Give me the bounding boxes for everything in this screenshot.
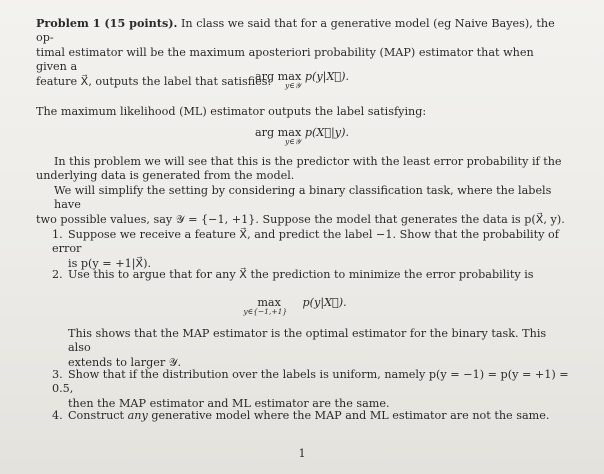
item-3-number: 3. xyxy=(52,368,63,381)
page-number: 1 xyxy=(298,447,306,460)
equation-map xyxy=(0,70,604,90)
equation-max xyxy=(0,296,604,316)
ml-text: The maximum likelihood (ML) estimator outputs the label satisfying: xyxy=(36,105,427,118)
map-note-line-1: This shows that the MAP estimator is the optimal estimator for the binary task. This also xyxy=(68,327,547,355)
item-4-text-emphasis: any xyxy=(127,409,148,422)
intro-line-3: feature X⃗, outputs the label that satisfies: xyxy=(36,74,272,88)
list-item-1 xyxy=(52,228,572,271)
eq2-subscript: y∈𝒴 xyxy=(284,137,301,146)
item-1-line-2: is p(y = +1|X⃗). xyxy=(68,256,152,270)
para-line-2: underlying data is generated from the model. xyxy=(36,169,295,183)
item-2-line-1: Use this to argue that for any X⃗ the prediction to minimize the error probability is xyxy=(68,268,534,281)
explanation-paragraph xyxy=(36,155,568,227)
equation-ml xyxy=(0,126,604,146)
item-4-text-post: generative model where the MAP and ML estimator are not the same. xyxy=(147,409,550,422)
eq3-subscript: y∈{−1,+1} xyxy=(243,307,288,316)
para-line-1: In this problem we will see that this is the predictor with the least error probability if the xyxy=(54,155,562,168)
eq2-expression: p(X⃗|y). xyxy=(304,126,350,139)
eq2-operator: arg max xyxy=(254,126,302,139)
item-1-number: 1. xyxy=(52,228,63,241)
problem-title: Problem 1 (15 points). xyxy=(36,16,178,30)
item-3-line-2: then the MAP estimator and ML estimator are the same. xyxy=(68,396,390,410)
list-item-3 xyxy=(52,368,572,411)
para-line-4: two possible values, say 𝒴 = {−1, +1}. Suppose the model that generates the data is p(X⃗, y). xyxy=(36,212,565,226)
intro-line-2: timal estimator will be the maximum aposteriori probability (MAP) estimator that when given a xyxy=(36,45,534,74)
para-line-3: We will simplify the setting by considering a binary classification task, where the labels have xyxy=(54,183,552,212)
map-note-line-2: extends to larger 𝒴. xyxy=(68,355,182,369)
item-4-number: 4. xyxy=(52,409,63,422)
intro-line-1: In class we said that for a generative model (eg Naive Bayes), the op- xyxy=(36,17,555,45)
item-4-text-pre: Construct xyxy=(68,409,128,422)
list-item-4 xyxy=(52,409,572,423)
list-item-2 xyxy=(52,268,572,282)
eq1-subscript: y∈𝒴 xyxy=(284,81,301,90)
item-2-number: 2. xyxy=(52,268,63,281)
eq3-expression: p(y|X⃗). xyxy=(302,296,347,309)
eq1-operator: arg max xyxy=(254,70,302,83)
eq3-operator: max xyxy=(257,296,281,309)
map-note xyxy=(68,327,572,370)
item-3-line-1: Show that if the distribution over the labels is uniform, namely p(y = −1) = p(y = +1) = 0.5, xyxy=(52,368,569,396)
item-1-line-1: Suppose we receive a feature X⃗, and predict the label −1. Show that the probability of error xyxy=(52,228,559,256)
eq1-expression: p(y|X⃗). xyxy=(304,70,350,83)
